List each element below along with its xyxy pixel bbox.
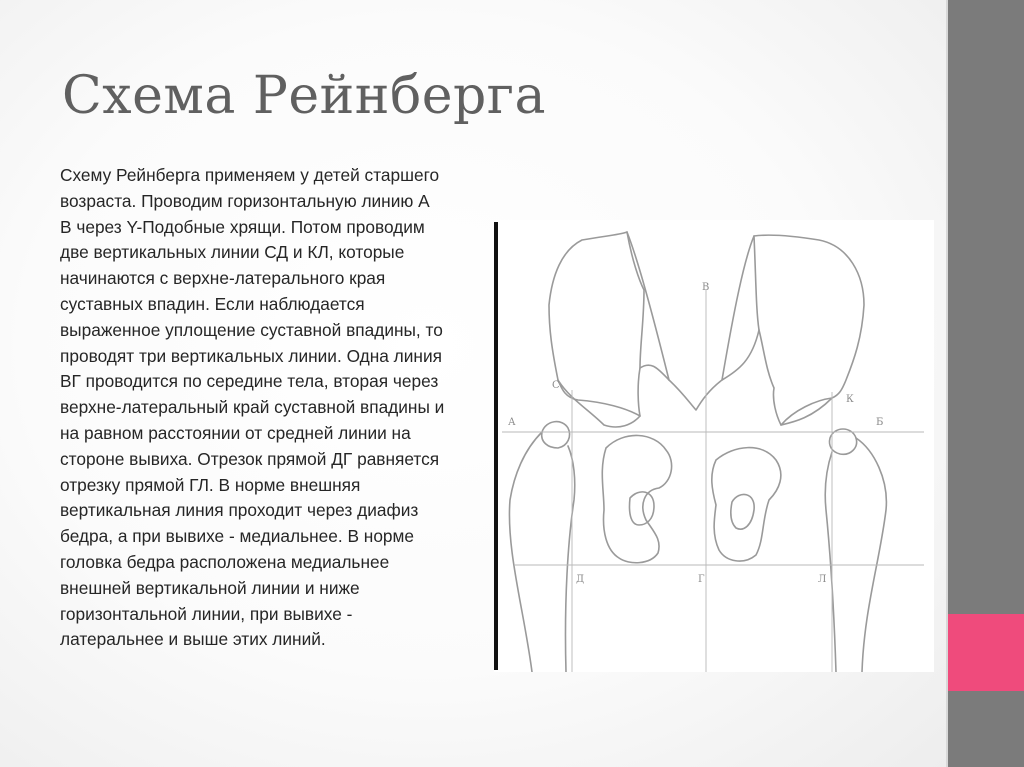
- sacrum-outline: [640, 330, 759, 410]
- right-acetabulum-roof: [781, 398, 832, 425]
- label-d: Д: [576, 574, 585, 585]
- sacral-line-right: [722, 236, 754, 380]
- sacral-line-left: [627, 232, 669, 380]
- label-l: Л: [818, 574, 827, 585]
- right-femoral-head: [829, 429, 856, 454]
- label-s: С: [552, 380, 560, 391]
- label-v: В: [702, 282, 710, 293]
- left-femoral-head: [542, 422, 570, 448]
- left-obturator-inner: [629, 492, 654, 525]
- reinberg-scheme-figure: [494, 220, 934, 672]
- slide-body-text: Схему Рейнберга применяем у детей старшего возраста. Проводим горизонтальную линию А В через Y-Подобные хрящи. Потом проводим две вертикальных линии СД и КЛ, которые начинаются с верхне-латерального края суставных впадин. Если наблюдается выраженное уплощение суставной впадины, то проводят три вертикальных линии. Одна линия ВГ проводится по середине тела, вторая через верхне-латеральный край суставной впадины и на равном расстоянии от средней линии на стороне вывиха. Отрезок прямой ДГ равняется отрезку прямой ГЛ. В норме внешняя вертикальная линия проходит через диафиз бедра, а при вывихе - медиальнее. В норме головка бедра расположена медиальнее внешней вертикальной линии и ниже горизонтальной линии, при вывихе - латеральнее и выше этих линий.: [60, 165, 445, 650]
- label-k: К: [846, 394, 854, 405]
- label-a: А: [508, 417, 516, 428]
- left-acetabulum-roof: [558, 380, 640, 427]
- left-obturator-outline: [602, 435, 671, 562]
- right-obturator-inner: [731, 494, 754, 529]
- right-femur-outline: [825, 438, 886, 672]
- side-bar-accent: [948, 614, 1024, 691]
- pelvis-diagram: [494, 220, 934, 672]
- right-obturator-outline: [712, 448, 781, 561]
- left-femur-outline: [509, 432, 574, 672]
- slide-title: Схема Рейнберга: [62, 66, 547, 126]
- figure-left-border: [494, 222, 498, 670]
- label-b: Б: [876, 417, 884, 428]
- label-g: Г: [698, 574, 705, 585]
